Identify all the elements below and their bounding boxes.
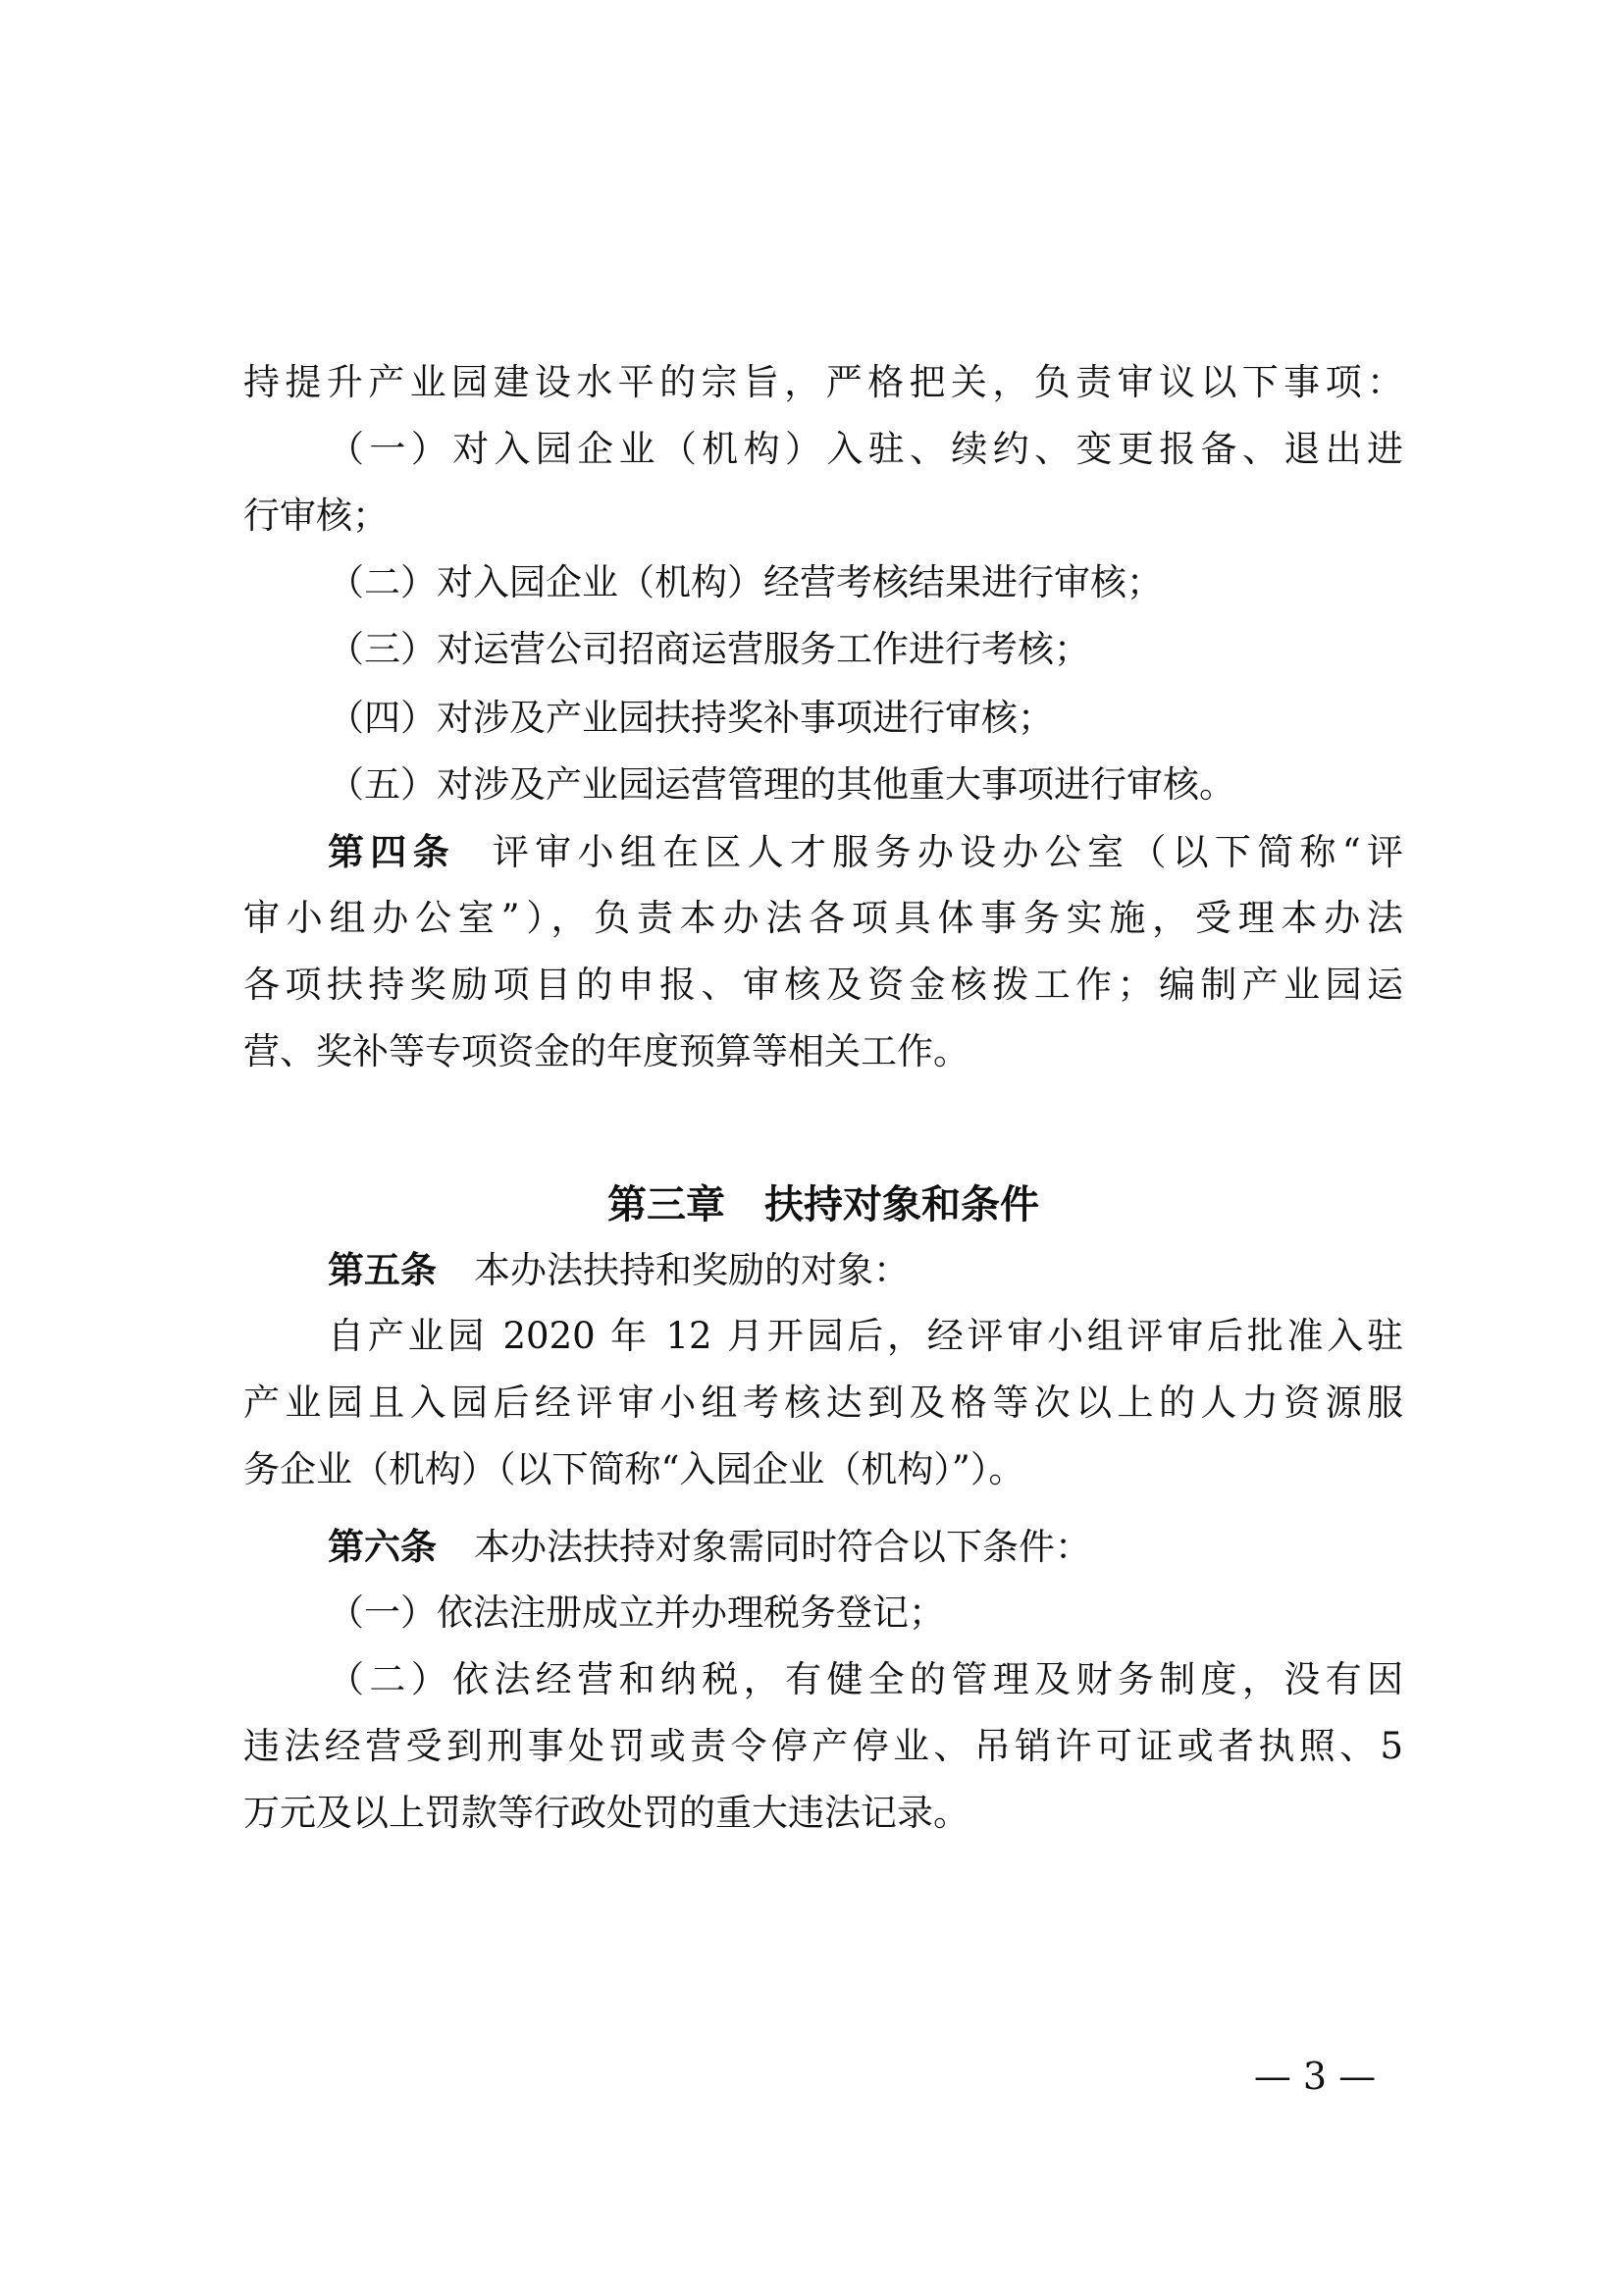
list-item-line: （二）依法经营和纳税，有健全的管理及财务制度，没有因 xyxy=(328,1658,1403,1700)
list-item: （二）对入园企业（机构）经营考核结果进行审核； xyxy=(328,561,1163,603)
paragraph-line: 务企业（机构）（以下简称“入园企业（机构）”）。 xyxy=(243,1448,1025,1490)
article-text: 本办法扶持对象需同时符合以下条件： xyxy=(474,1526,1091,1568)
chapter-title: 扶持对象和条件 xyxy=(764,1181,1039,1227)
list-item: （一）依法注册成立并办理税务登记； xyxy=(328,1592,945,1634)
list-item-line: 行审核； xyxy=(243,495,389,537)
article-four-line xyxy=(328,826,1403,877)
paragraph-line: 产业园且入园后经评审小组考核达到及格等次以上的人力资源服 xyxy=(243,1382,1403,1424)
paragraph-line: 自产业园 2020 年 12 月开园后，经评审小组评审后批准入驻 xyxy=(328,1315,1403,1357)
list-item: （四）对涉及产业园扶持奖补事项进行审核； xyxy=(328,697,1054,739)
article-label: 第五条 xyxy=(328,1248,437,1291)
chapter-number: 第三章 xyxy=(607,1181,725,1227)
article-six-line xyxy=(328,1521,1403,1572)
list-item: （五）对涉及产业园运营管理的其他重大事项进行审核。 xyxy=(328,763,1235,806)
paragraph-line: 营、奖补等专项资金的年度预算等相关工作。 xyxy=(243,1030,969,1072)
paragraph-line: 审小组办公室”），负责本办法各项具体事务实施，受理本办法 xyxy=(243,897,1403,939)
paragraph-line: 各项扶持奖励项目的申报、审核及资金核拨工作；编制产业园运 xyxy=(243,964,1403,1006)
page-number: — 3 — xyxy=(1253,2055,1377,2098)
list-item-line: 万元及以上罚款等行政处罚的重大违法记录。 xyxy=(243,1792,969,1834)
article-text: 本办法扶持和奖励的对象： xyxy=(474,1249,910,1291)
list-item: （三）对运营公司招商运营服务工作进行考核； xyxy=(328,628,1090,670)
article-label: 第六条 xyxy=(328,1525,437,1568)
list-item-line: 违法经营受到刑事处罚或责令停产停业、吊销许可证或者执照、5 xyxy=(243,1725,1403,1767)
list-item-line: （一）对入园企业（机构）入驻、续约、变更报备、退出进 xyxy=(328,428,1403,470)
article-text: 评审小组在区人才服务办设办公室（以下简称“评 xyxy=(492,831,1403,873)
article-five-line xyxy=(328,1244,1403,1295)
article-label: 第四条 xyxy=(328,830,455,873)
chapter-heading xyxy=(243,1177,1403,1232)
paragraph-line: 持提升产业园建设水平的宗旨，严格把关，负责审议以下事项： xyxy=(243,361,1403,403)
